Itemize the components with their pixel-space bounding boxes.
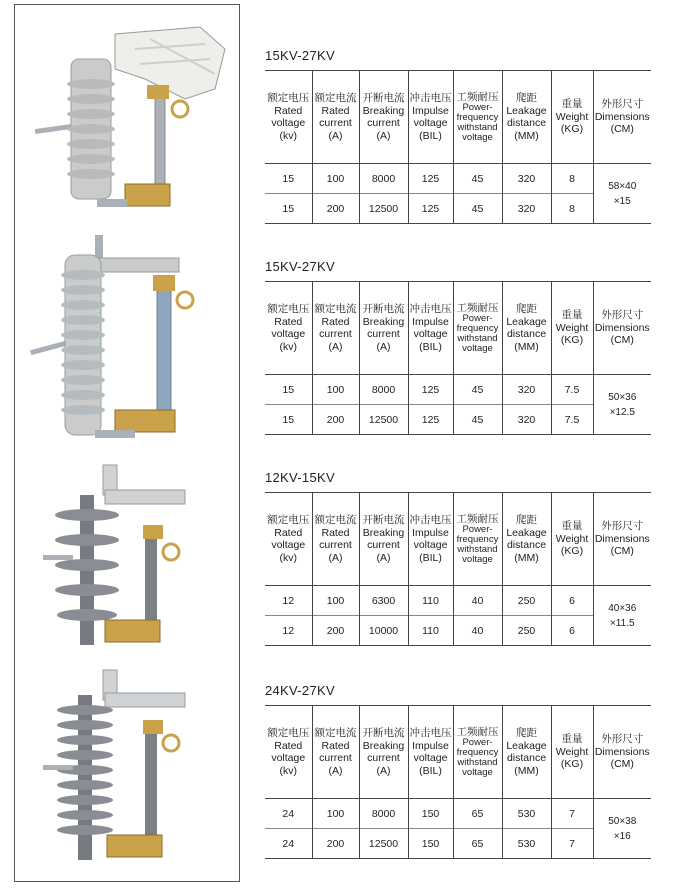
cell-rated-current: 100 <box>312 375 359 405</box>
header-breaking-current: 开断电流 Breaking current (A) <box>359 493 408 586</box>
cell-breaking-current: 12500 <box>359 405 408 435</box>
cell-impulse-voltage: 110 <box>408 616 453 646</box>
cell-weight: 6 <box>551 616 593 646</box>
product-image-panel <box>14 4 240 882</box>
cell-leakage-distance: 320 <box>502 375 551 405</box>
cell-dimensions: 40×36 ×11.5 <box>593 586 651 646</box>
header-leakage-distance: 爬距 Leakage distance (MM) <box>502 71 551 164</box>
spec-section-1 <box>265 47 651 224</box>
header-rated-current: 额定电流 Rated current (A) <box>312 493 359 586</box>
cell-rated-voltage: 12 <box>265 586 312 616</box>
header-breaking-current: 开断电流 Breaking current (A) <box>359 282 408 375</box>
cell-weight: 7.5 <box>551 405 593 435</box>
section-title: 24KV-27KV <box>265 683 335 698</box>
cell-rated-voltage: 15 <box>265 164 312 194</box>
fuse-cutout-porcelain-housing-icon <box>15 19 239 224</box>
table-row <box>265 164 651 194</box>
cell-breaking-current: 8000 <box>359 164 408 194</box>
section-title: 15KV-27KV <box>265 259 335 274</box>
cell-power-frequency: 65 <box>453 799 502 829</box>
cell-power-frequency: 40 <box>453 616 502 646</box>
cell-weight: 6 <box>551 586 593 616</box>
table-row <box>265 375 651 405</box>
header-rated-voltage: 额定电压 Rated voltage (kv) <box>267 303 310 353</box>
header-dimensions: 外形尺寸 Dimensions (CM) <box>593 282 651 375</box>
spec-table <box>265 70 651 224</box>
spec-section-3 <box>265 469 651 646</box>
cell-leakage-distance: 530 <box>502 799 551 829</box>
header-dimensions: 外形尺寸 Dimensions (CM) <box>593 706 651 799</box>
cell-impulse-voltage: 125 <box>408 405 453 435</box>
cell-impulse-voltage: 150 <box>408 829 453 859</box>
cell-rated-current: 200 <box>312 405 359 435</box>
header-power-frequency: 工频耐压 Power- frequency withstand voltage <box>453 282 502 375</box>
header-power-frequency: 工频耐压 Power- frequency withstand voltage <box>453 71 502 164</box>
cell-power-frequency: 45 <box>453 164 502 194</box>
cell-breaking-current: 8000 <box>359 375 408 405</box>
cell-impulse-voltage: 125 <box>408 194 453 224</box>
spec-table <box>265 705 651 859</box>
header-weight: 重量 Weight (KG) <box>551 282 593 375</box>
header-weight: 重量 Weight (KG) <box>551 493 593 586</box>
header-weight: 重量 Weight (KG) <box>551 71 593 164</box>
header-rated-current: 额定电流 Rated current (A) <box>312 706 359 799</box>
header-dimensions: 外形尺寸 Dimensions (CM) <box>593 493 651 586</box>
cell-breaking-current: 8000 <box>359 799 408 829</box>
cell-impulse-voltage: 125 <box>408 164 453 194</box>
fuse-cutout-porcelain-ribbed-icon <box>15 230 239 450</box>
cell-rated-voltage: 15 <box>265 194 312 224</box>
cell-rated-voltage: 12 <box>265 616 312 646</box>
cell-dimensions: 50×38 ×16 <box>593 799 651 859</box>
section-title: 15KV-27KV <box>265 48 335 63</box>
header-row <box>265 706 651 799</box>
header-breaking-current: 开断电流 Breaking current (A) <box>359 71 408 164</box>
cell-dimensions: 58×40 ×15 <box>593 164 651 224</box>
header-impulse-voltage: 冲击电压 Impulse voltage (BIL) <box>408 282 453 375</box>
header-impulse-voltage: 冲击电压 Impulse voltage (BIL) <box>408 493 453 586</box>
header-rated-voltage: 额定电压 Rated voltage (kv) <box>267 727 310 777</box>
cell-breaking-current: 12500 <box>359 829 408 859</box>
section-title: 12KV-15KV <box>265 470 335 485</box>
cell-impulse-voltage: 125 <box>408 375 453 405</box>
cell-rated-voltage: 15 <box>265 405 312 435</box>
cell-rated-voltage: 24 <box>265 829 312 859</box>
cell-rated-current: 100 <box>312 586 359 616</box>
cell-breaking-current: 12500 <box>359 194 408 224</box>
table-row <box>265 799 651 829</box>
cell-rated-current: 200 <box>312 616 359 646</box>
cell-dimensions: 50×36 ×12.5 <box>593 375 651 435</box>
header-impulse-voltage: 冲击电压 Impulse voltage (BIL) <box>408 706 453 799</box>
cell-breaking-current: 6300 <box>359 586 408 616</box>
header-weight: 重量 Weight (KG) <box>551 706 593 799</box>
cell-leakage-distance: 320 <box>502 164 551 194</box>
spec-table <box>265 492 651 646</box>
cell-rated-current: 100 <box>312 799 359 829</box>
fuse-cutout-polymer-icon <box>15 460 239 660</box>
header-power-frequency: 工频耐压 Power- frequency withstand voltage <box>453 493 502 586</box>
header-rated-current: 额定电流 Rated current (A) <box>312 71 359 164</box>
cell-rated-current: 100 <box>312 164 359 194</box>
cell-rated-voltage: 15 <box>265 375 312 405</box>
cell-impulse-voltage: 150 <box>408 799 453 829</box>
cell-leakage-distance: 250 <box>502 586 551 616</box>
cell-weight: 7 <box>551 829 593 859</box>
header-leakage-distance: 爬距 Leakage distance (MM) <box>502 706 551 799</box>
cell-power-frequency: 40 <box>453 586 502 616</box>
cell-weight: 8 <box>551 164 593 194</box>
cell-leakage-distance: 320 <box>502 405 551 435</box>
cell-impulse-voltage: 110 <box>408 586 453 616</box>
cell-rated-current: 200 <box>312 829 359 859</box>
cell-breaking-current: 10000 <box>359 616 408 646</box>
spec-table <box>265 281 651 435</box>
header-dimensions: 外形尺寸 Dimensions (CM) <box>593 71 651 164</box>
header-rated-current: 额定电流 Rated current (A) <box>312 282 359 375</box>
header-leakage-distance: 爬距 Leakage distance (MM) <box>502 493 551 586</box>
header-rated-voltage: 额定电压 Rated voltage (kv) <box>267 514 310 564</box>
cell-power-frequency: 65 <box>453 829 502 859</box>
spec-section-2 <box>265 258 651 435</box>
header-leakage-distance: 爬距 Leakage distance (MM) <box>502 282 551 375</box>
header-row <box>265 493 651 586</box>
header-rated-voltage: 额定电压 Rated voltage (kv) <box>267 92 310 142</box>
spec-section-4 <box>265 682 651 859</box>
cell-power-frequency: 45 <box>453 194 502 224</box>
cell-leakage-distance: 530 <box>502 829 551 859</box>
cell-power-frequency: 45 <box>453 375 502 405</box>
table-row <box>265 586 651 616</box>
cell-leakage-distance: 250 <box>502 616 551 646</box>
cell-leakage-distance: 320 <box>502 194 551 224</box>
cell-rated-current: 200 <box>312 194 359 224</box>
cell-power-frequency: 45 <box>453 405 502 435</box>
cell-rated-voltage: 24 <box>265 799 312 829</box>
fuse-cutout-polymer-large-icon <box>15 665 239 875</box>
header-row <box>265 71 651 164</box>
cell-weight: 7.5 <box>551 375 593 405</box>
header-breaking-current: 开断电流 Breaking current (A) <box>359 706 408 799</box>
header-row <box>265 282 651 375</box>
header-impulse-voltage: 冲击电压 Impulse voltage (BIL) <box>408 71 453 164</box>
cell-weight: 8 <box>551 194 593 224</box>
cell-weight: 7 <box>551 799 593 829</box>
header-power-frequency: 工频耐压 Power- frequency withstand voltage <box>453 706 502 799</box>
